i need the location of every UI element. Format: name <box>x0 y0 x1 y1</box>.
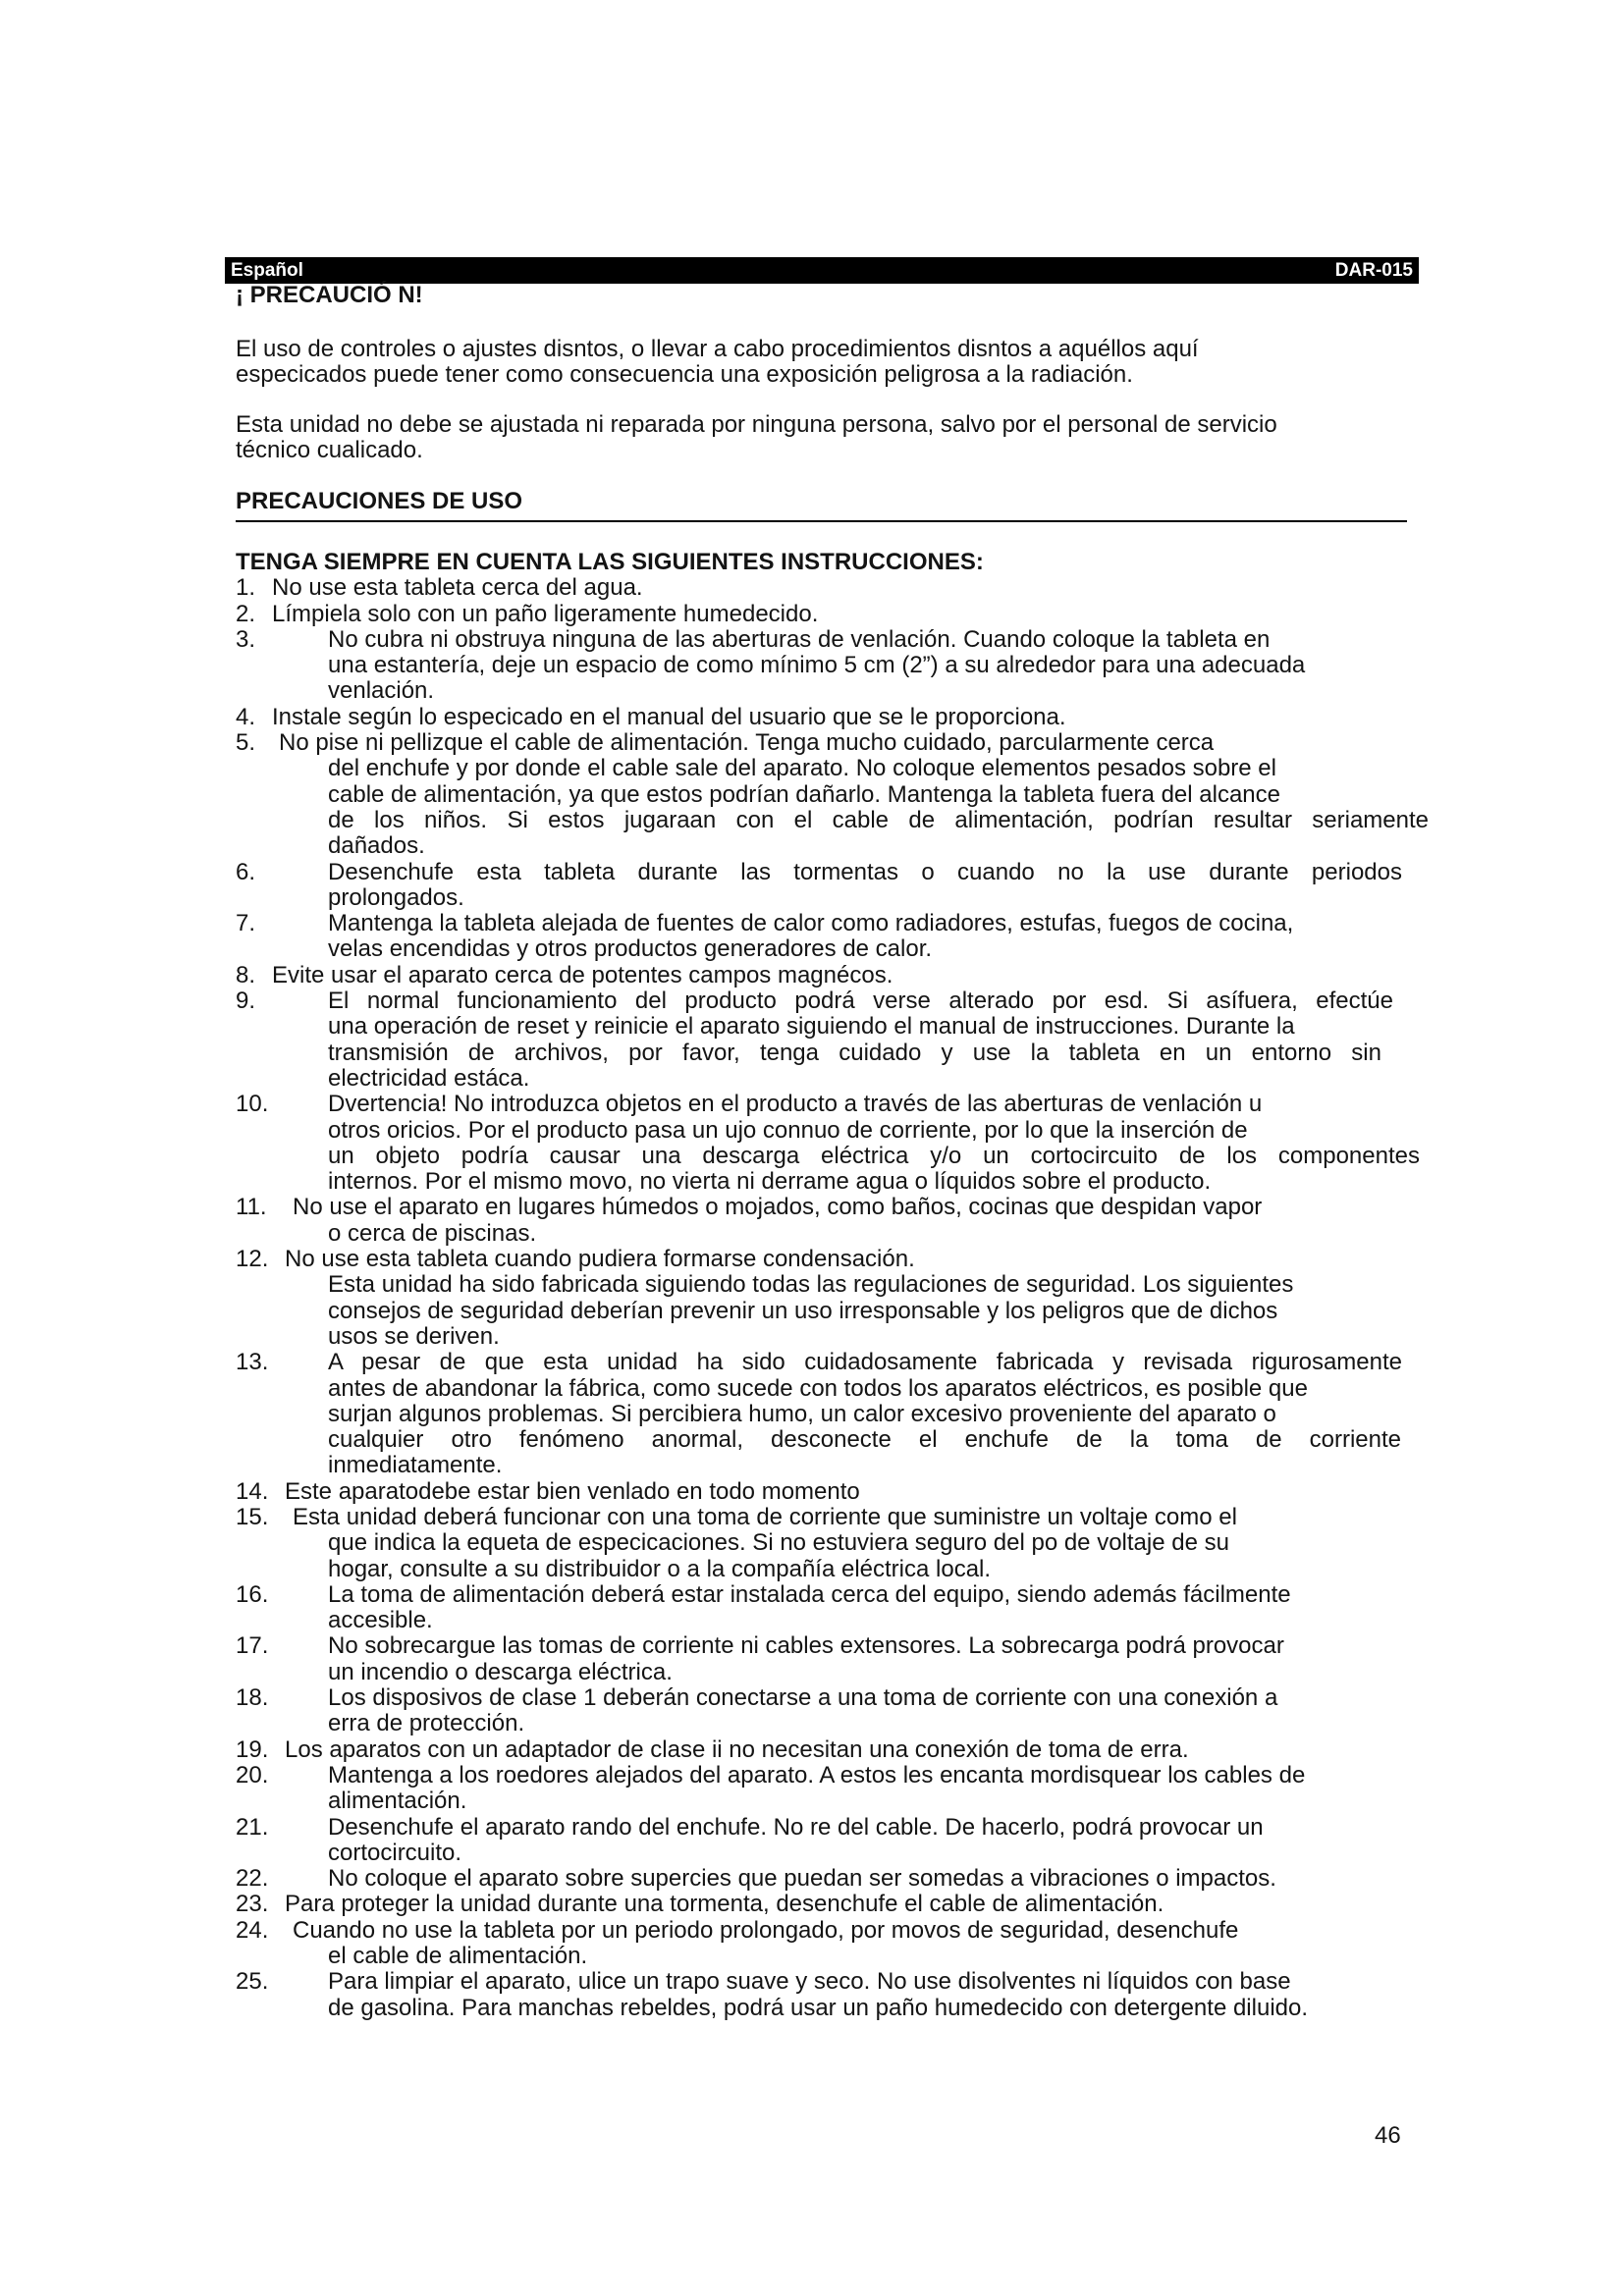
precaution-item-12 <box>236 1247 1429 1350</box>
item-line <box>236 756 1429 781</box>
item-line <box>236 653 1429 678</box>
item-text: Para proteger la unidad durante una tormenta, desenchufe el cable de alimentación. <box>285 1891 1164 1918</box>
item-line <box>236 1350 1429 1375</box>
item-line <box>236 782 1429 808</box>
item-number: 16. <box>236 1580 269 1608</box>
item-number: 2. <box>236 600 256 627</box>
item-text: No coloque el aparato sobre supercies que puedan ser somedas a vibraciones o impactos. <box>328 1865 1276 1893</box>
item-line <box>236 1505 1429 1530</box>
item-number: 7. <box>236 910 256 937</box>
item-line <box>236 1944 1429 1969</box>
item-line <box>236 1479 1429 1505</box>
item-text: Dvertencia! No introduzca objetos en el producto a través de las aberturas de venlación u <box>328 1091 1263 1118</box>
item-line <box>236 1789 1429 1814</box>
warning-title: ¡ PRECAUCIÓ N! <box>236 282 423 308</box>
item-text: consejos de seguridad deberían prevenir un uso irresponsable y los peligros que de dichos <box>328 1297 1278 1324</box>
item-text: hogar, consulte a su distribuidor o a la compañía eléctrica local. <box>328 1555 992 1582</box>
item-line <box>236 1144 1429 1169</box>
item-text: erra de protección. <box>328 1710 525 1737</box>
item-line <box>236 1530 1429 1556</box>
item-text: No sobrecargue las tomas de corriente ni cables extensores. La sobrecarga podrá provocar <box>328 1632 1284 1660</box>
precaution-item-25 <box>236 1969 1429 2021</box>
item-number: 3. <box>236 625 256 653</box>
precaution-item-5 <box>236 730 1429 859</box>
item-line <box>236 1996 1429 2021</box>
item-text: o cerca de piscinas. <box>328 1219 537 1247</box>
item-number: 17. <box>236 1632 269 1660</box>
item-line <box>236 575 1429 601</box>
item-text: una operación de reset y reinicie el aparato siguiendo el manual de instrucciones. Durante la <box>328 1013 1295 1041</box>
item-text: Límpiela solo con un paño ligeramente humedecido. <box>272 600 819 627</box>
item-line <box>236 1247 1429 1272</box>
item-line <box>236 936 1429 962</box>
item-text: prolongados. <box>328 883 464 911</box>
header-bar <box>225 257 1419 284</box>
item-line <box>236 1221 1429 1247</box>
precautions-list <box>236 550 1429 2021</box>
item-text: accesible. <box>328 1607 433 1634</box>
item-text: velas encendidas y otros productos generadores de calor. <box>328 935 933 963</box>
item-text: un incendio o descarga eléctrica. <box>328 1658 673 1685</box>
item-text: de gasolina. Para manchas rebeldes, podrá usar un paño humedecido con detergente diluido. <box>328 1994 1309 2021</box>
item-line <box>236 730 1429 756</box>
precaution-item-10 <box>236 1092 1429 1195</box>
precaution-item-2 <box>236 602 1429 627</box>
page-number: 46 <box>1375 2122 1401 2149</box>
item-line <box>236 1866 1429 1892</box>
item-line <box>236 1763 1429 1789</box>
item-line <box>236 885 1429 911</box>
item-text: del enchufe y por donde el cable sale del aparato. No coloque elementos pesados sobre el <box>328 755 1276 782</box>
precaution-item-21 <box>236 1815 1429 1867</box>
item-line <box>236 1324 1429 1350</box>
item-number: 25. <box>236 1968 269 1996</box>
item-number: 11. <box>236 1194 267 1221</box>
precaution-item-15 <box>236 1505 1429 1582</box>
item-line <box>236 1892 1429 1917</box>
precaution-item-18 <box>236 1685 1429 1737</box>
item-text: No use esta tableta cerca del agua. <box>272 574 643 602</box>
item-line <box>236 1685 1429 1711</box>
item-number: 12. <box>236 1246 269 1273</box>
item-line <box>236 627 1429 653</box>
precaution-item-14 <box>236 1479 1429 1505</box>
precaution-item-6 <box>236 860 1429 912</box>
paragraph-line: El uso de controles o ajustes disntos, o llevar a cabo procedimientos disntos a aquéllos aquí <box>236 336 1199 362</box>
item-line <box>236 1092 1429 1117</box>
precaution-item-16 <box>236 1582 1429 1634</box>
warning-paragraph-2 <box>236 412 1277 464</box>
item-text: usos se deriven. <box>328 1322 500 1350</box>
precaution-item-24 <box>236 1918 1429 1970</box>
item-text: de los niños. Si estos jugaraan con el cable de alimentación, podrían resultar seriamente <box>328 806 1429 833</box>
item-number: 13. <box>236 1349 269 1376</box>
item-text: Desenchufe el aparato rando del enchufe. No re del cable. De hacerlo, podrá provocar un <box>328 1813 1264 1841</box>
item-line <box>236 705 1429 730</box>
precaution-item-19 <box>236 1737 1429 1763</box>
item-number: 20. <box>236 1761 269 1789</box>
precaution-item-4 <box>236 705 1429 730</box>
item-line <box>236 1272 1429 1298</box>
item-line <box>236 1737 1429 1763</box>
item-text: transmisión de archivos, por favor, tenga cuidado y use la tableta en un entorno sin <box>328 1039 1381 1066</box>
item-line <box>236 808 1429 833</box>
item-text: Evite usar el aparato cerca de potentes campos magnécos. <box>272 961 893 988</box>
item-text: Este aparatodebe estar bien venlado en todo momento <box>285 1477 860 1505</box>
item-text: La toma de alimentación deberá estar instalada cerca del equipo, siendo además fácilmente <box>328 1580 1291 1608</box>
item-line <box>236 988 1429 1014</box>
item-number: 19. <box>236 1735 269 1763</box>
item-number: 1. <box>236 574 256 602</box>
item-text: antes de abandonar la fábrica, como sucede con todos los aparatos eléctricos, es posible que <box>328 1374 1308 1402</box>
item-number: 6. <box>236 858 256 885</box>
item-number: 10. <box>236 1091 269 1118</box>
item-line <box>236 1918 1429 1944</box>
item-text: inmediatamente. <box>328 1452 503 1479</box>
item-text: Los disposivos de clase 1 deberán conectarse a una toma de corriente con una conexión a <box>328 1684 1278 1712</box>
precaution-item-3 <box>236 627 1429 705</box>
item-text: que indica la equeta de especicaciones. Si no estuviera seguro del po de voltaje de su <box>328 1529 1229 1557</box>
item-text: internos. Por el mismo movo, no vierta ni derrame agua o líquidos sobre el producto. <box>328 1168 1212 1196</box>
item-number: 24. <box>236 1916 269 1944</box>
item-number: 8. <box>236 961 256 988</box>
item-text: Los aparatos con un adaptador de clase ii no necesitan una conexión de toma de erra. <box>285 1735 1189 1763</box>
item-text: un objeto podría causar una descarga eléctrica y/o un cortocircuito de los componentes <box>328 1142 1420 1169</box>
paragraph-line: especicados puede tener como consecuencia una exposición peligrosa a la radiación. <box>236 361 1133 389</box>
precaution-item-1 <box>236 575 1429 601</box>
item-text: venlación. <box>328 677 435 705</box>
item-line <box>236 963 1429 988</box>
item-line <box>236 1841 1429 1866</box>
item-text: El normal funcionamiento del producto podrá verse alterado por esd. Si asífuera, efectúe <box>328 988 1393 1015</box>
item-text: cortocircuito. <box>328 1839 462 1866</box>
item-line <box>236 860 1429 885</box>
item-number: 23. <box>236 1891 269 1918</box>
item-line <box>236 1969 1429 1995</box>
item-line <box>236 1014 1429 1040</box>
item-text: No use el aparato en lugares húmedos o mojados, como baños, cocinas que despidan vapor <box>293 1194 1263 1221</box>
precaution-item-9 <box>236 988 1429 1092</box>
item-line <box>236 602 1429 627</box>
item-number: 21. <box>236 1813 269 1841</box>
item-text: Mantenga a los roedores alejados del aparato. A estos les encanta mordisquear los cables de <box>328 1761 1306 1789</box>
item-text: una estantería, deje un espacio de como mínimo 5 cm (2”) a su alrededor para una adecuada <box>328 652 1306 679</box>
section-title: PRECAUCIONES DE USO <box>236 488 523 514</box>
item-number: 5. <box>236 729 256 757</box>
precaution-item-13 <box>236 1350 1429 1478</box>
precaution-item-17 <box>236 1633 1429 1685</box>
item-text: Esta unidad ha sido fabricada siguiendo todas las regulaciones de seguridad. Los siguientes <box>328 1271 1294 1299</box>
warning-paragraph-1 <box>236 337 1199 389</box>
item-line <box>236 1660 1429 1685</box>
item-number: 18. <box>236 1684 269 1712</box>
item-line <box>236 1299 1429 1324</box>
item-line <box>236 1582 1429 1608</box>
item-text: electricidad estáca. <box>328 1064 530 1092</box>
item-line <box>236 1815 1429 1841</box>
paragraph-line: Esta unidad no debe se ajustada ni reparada por ninguna persona, salvo por el personal de servicio <box>236 411 1277 438</box>
item-line <box>236 1633 1429 1659</box>
precaution-item-20 <box>236 1763 1429 1815</box>
model-label: DAR-015 <box>1334 260 1413 281</box>
item-line <box>236 1608 1429 1633</box>
item-line <box>236 1557 1429 1582</box>
item-line <box>236 833 1429 859</box>
section-divider <box>236 520 1407 522</box>
item-text: Para limpiar el aparato, ulice un trapo suave y seco. No use disolventes ni líquidos con base <box>328 1968 1291 1996</box>
item-line <box>236 1066 1429 1092</box>
item-line <box>236 1453 1429 1478</box>
item-line <box>236 1041 1429 1066</box>
item-line <box>236 911 1429 936</box>
precaution-item-11 <box>236 1195 1429 1247</box>
item-text: Mantenga la tableta alejada de fuentes de calor como radiadores, estufas, fuegos de cocina, <box>328 910 1294 937</box>
item-number: 14. <box>236 1477 269 1505</box>
item-text: Desenchufe esta tableta durante las tormentas o cuando no la use durante periodos <box>328 858 1402 885</box>
item-line <box>236 1711 1429 1736</box>
language-label: Español <box>231 260 303 281</box>
paragraph-line: técnico cualicado. <box>236 437 423 464</box>
item-line <box>236 1376 1429 1402</box>
item-line <box>236 1402 1429 1427</box>
item-line <box>236 1118 1429 1144</box>
item-text: Esta unidad deberá funcionar con una toma de corriente que suministre un voltaje como el <box>293 1503 1237 1530</box>
item-text: cable de alimentación, ya que estos podrían dañarlo. Mantenga la tableta fuera del alcance <box>328 780 1280 808</box>
item-line <box>236 678 1429 704</box>
item-text: cualquier otro fenómeno anormal, desconecte el enchufe de la toma de corriente <box>328 1426 1401 1454</box>
item-text: No cubra ni obstruya ninguna de las aberturas de venlación. Cuando coloque la tableta en <box>328 625 1271 653</box>
instructions-heading: TENGA SIEMPRE EN CUENTA LAS SIGUIENTES INSTRUCCIONES: <box>236 549 984 575</box>
precaution-item-7 <box>236 911 1429 963</box>
item-text: Cuando no use la tableta por un periodo prolongado, por movos de seguridad, desenchufe <box>293 1916 1239 1944</box>
item-text: alimentación. <box>328 1788 467 1815</box>
item-text: No pise ni pellizque el cable de alimentación. Tenga mucho cuidado, parcularmente cerca <box>279 729 1215 757</box>
item-number: 22. <box>236 1865 269 1893</box>
item-text: otros oricios. Por el producto pasa un ujo connuo de corriente, por lo que la inserción de <box>328 1116 1248 1144</box>
item-text: Instale según lo especicado en el manual del usuario que se le proporciona. <box>272 703 1066 730</box>
precaution-item-23 <box>236 1892 1429 1917</box>
item-number: 4. <box>236 703 256 730</box>
item-line <box>236 1195 1429 1220</box>
item-text: A pesar de que esta unidad ha sido cuidadosamente fabricada y revisada rigurosamente <box>328 1349 1402 1376</box>
item-number: 9. <box>236 988 256 1015</box>
precaution-item-8 <box>236 963 1429 988</box>
item-line <box>236 1427 1429 1453</box>
item-text: No use esta tableta cuando pudiera formarse condensación. <box>285 1246 915 1273</box>
item-text: surjan algunos problemas. Si percibiera humo, un calor excesivo proveniente del aparato o <box>328 1400 1276 1427</box>
item-text: dañados. <box>328 832 425 860</box>
item-line <box>236 1169 1429 1195</box>
precaution-item-22 <box>236 1866 1429 1892</box>
item-number: 15. <box>236 1503 269 1530</box>
item-text: el cable de alimentación. <box>328 1943 588 1970</box>
